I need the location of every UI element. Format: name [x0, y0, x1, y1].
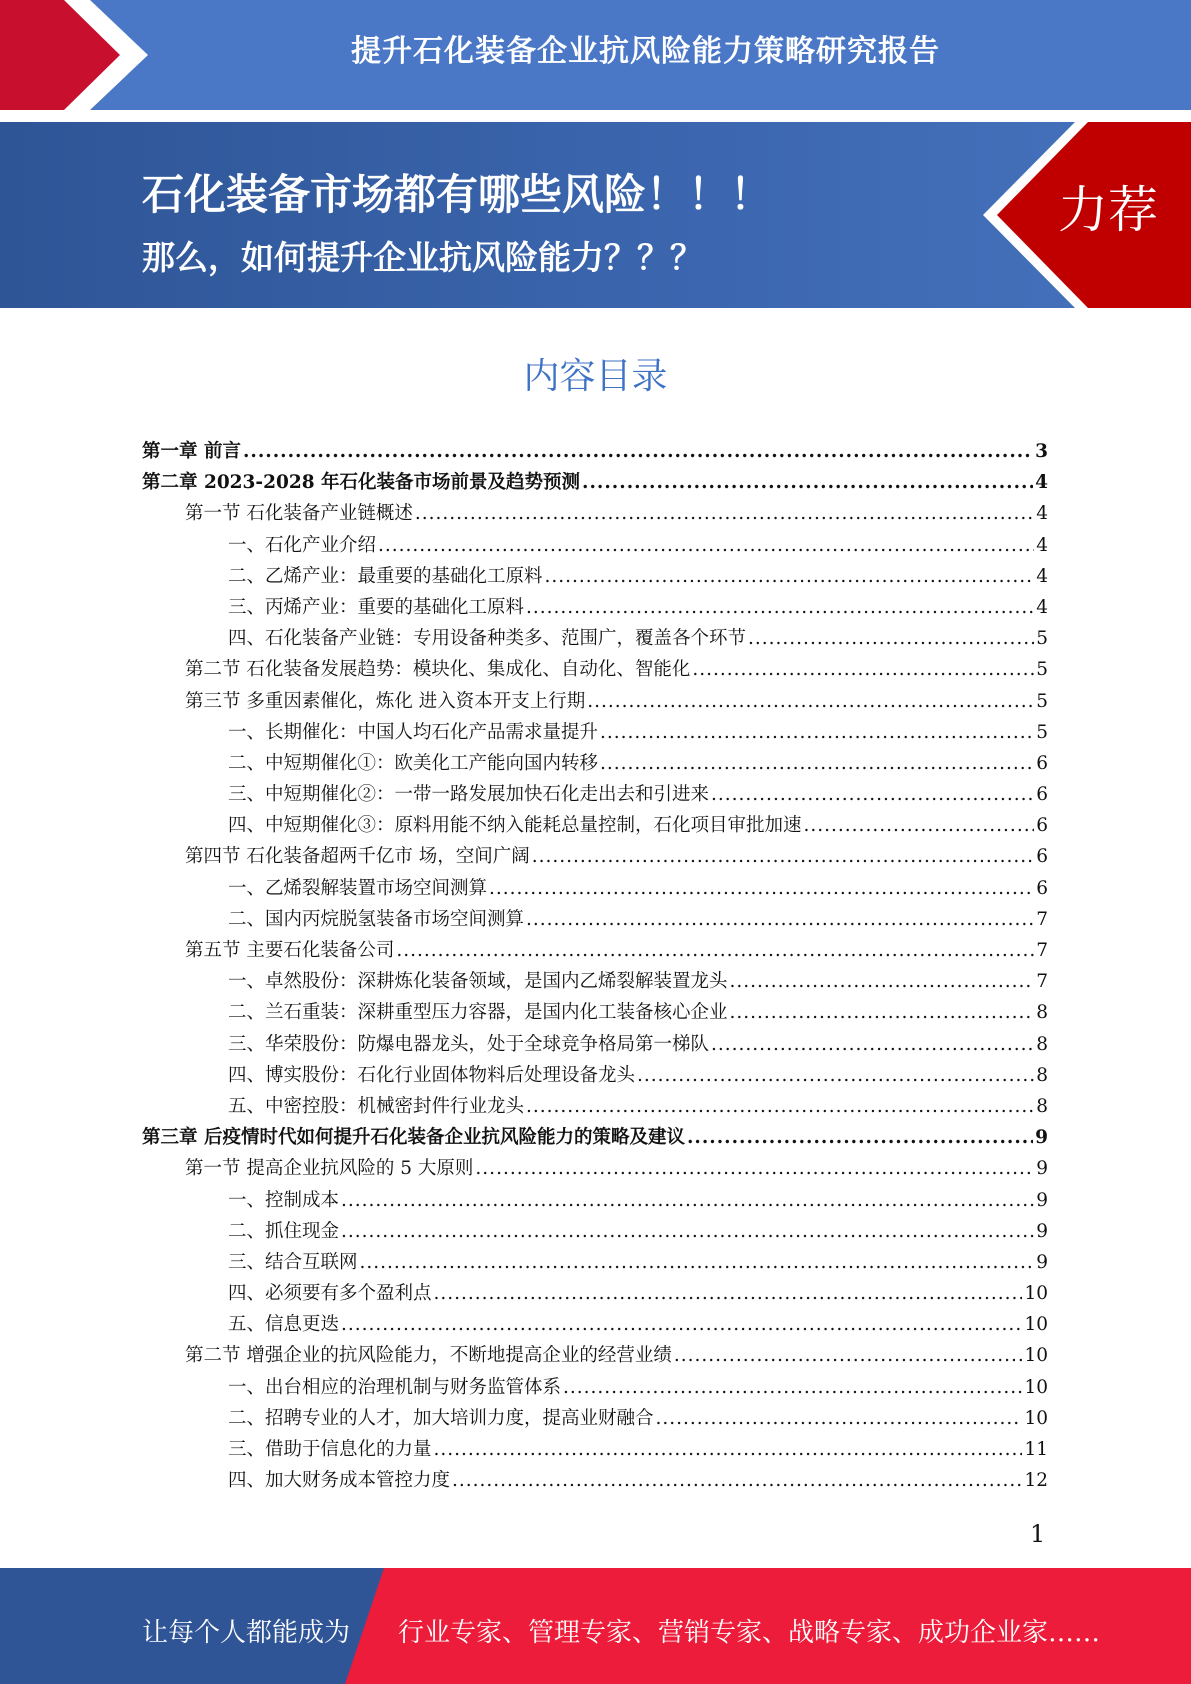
- toc-entry-page: 6: [1036, 752, 1048, 774]
- toc-entry-title: 第三节 多重因素催化，炼化 进入资本开支上行期: [185, 690, 586, 712]
- toc-entry-title: 第四节 石化装备超两千亿市 场，空间广阔: [185, 846, 530, 868]
- toc-entry[interactable]: [142, 1372, 1048, 1403]
- toc-entry[interactable]: [142, 1465, 1048, 1496]
- toc-entry[interactable]: [142, 1185, 1048, 1216]
- toc-entry[interactable]: [142, 498, 1048, 529]
- toc-entry-page: 4: [1036, 534, 1048, 556]
- toc-entry-title: 五、中密控股：机械密封件行业龙头: [228, 1095, 525, 1117]
- toc-leader-dots: [582, 467, 1033, 498]
- toc-entry-page: 12: [1024, 1470, 1048, 1492]
- toc-entry-page: 7: [1036, 908, 1048, 930]
- toc-leader-dots: [475, 1153, 1034, 1184]
- toc-entry-page: 4: [1036, 503, 1048, 525]
- toc-entry-title: 二、兰石重装：深耕重型压力容器，是国内化工装备核心企业: [228, 1002, 728, 1024]
- toc-entry-title: 一、乙烯裂解装置市场空间测算: [228, 877, 488, 899]
- toc-entry[interactable]: [142, 1091, 1048, 1122]
- footer-banner: [0, 1568, 1191, 1684]
- toc-entry-page: 7: [1036, 971, 1048, 993]
- toc-entry-title: 三、华荣股份：防爆电器龙头，处于全球竞争格局第一梯队: [228, 1033, 710, 1055]
- toc-entry-page: 8: [1036, 1002, 1048, 1024]
- toc-entry-page: 5: [1036, 690, 1048, 712]
- toc-leader-dots: [341, 1309, 1022, 1340]
- toc-entry-page: 6: [1036, 877, 1048, 899]
- toc-leader-dots: [804, 810, 1035, 841]
- toc-entry[interactable]: [142, 467, 1048, 498]
- toc-entry-page: 11: [1024, 1439, 1048, 1460]
- toc-entry[interactable]: [142, 717, 1048, 748]
- toc-entry-page: 6: [1036, 815, 1048, 837]
- toc-entry-page: 9: [1036, 1251, 1048, 1273]
- toc-leader-dots: [532, 841, 1034, 872]
- toc-entry[interactable]: [142, 997, 1048, 1028]
- toc-leader-dots: [600, 717, 1034, 748]
- toc-leader-dots: [730, 966, 1035, 997]
- toc-entry-page: 9: [1036, 1220, 1048, 1242]
- toc-leader-dots: [637, 1060, 1034, 1091]
- toc-entry[interactable]: [142, 1340, 1048, 1371]
- toc-entry[interactable]: [142, 1216, 1048, 1247]
- toc-leader-dots: [600, 748, 1034, 779]
- toc-entry-page: 8: [1036, 1095, 1048, 1117]
- toc-leader-dots: [434, 1278, 1023, 1309]
- toc-entry-page: 9: [1036, 1189, 1048, 1211]
- toc-entry-title: 第五节 主要石化装备公司: [185, 940, 395, 961]
- toc-entry-title: 第一节 提高企业抗风险的 5 大原则: [185, 1158, 474, 1180]
- toc-entry-title: 一、卓然股份：深耕炼化装备领域，是国内乙烯裂解装置龙头: [228, 971, 728, 993]
- toc-entry-title: 四、中短期催化③：原料用能不纳入能耗总量控制，石化项目审批加速: [228, 815, 802, 837]
- toc-entry[interactable]: [142, 810, 1048, 841]
- toc-entry-page: 5: [1036, 659, 1048, 681]
- toc-entry-page: 10: [1024, 1283, 1048, 1305]
- toc-entry[interactable]: [142, 592, 1048, 623]
- toc-entry[interactable]: [142, 904, 1048, 935]
- toc-leader-dots: [730, 997, 1035, 1028]
- recommend-badge-label: 力荐: [1058, 181, 1158, 239]
- toc-entry-page: 4: [1035, 472, 1048, 494]
- toc-entry-page: 10: [1024, 1314, 1048, 1336]
- toc-entry-page: 10: [1024, 1345, 1048, 1367]
- toc-entry[interactable]: [142, 1029, 1048, 1060]
- toc-entry[interactable]: [142, 1153, 1048, 1184]
- toc-leader-dots: [415, 498, 1034, 529]
- toc-entry[interactable]: [142, 935, 1048, 966]
- report-title: 提升石化装备企业抗风险能力策略研究报告: [351, 34, 940, 69]
- toc-leader-dots: [587, 686, 1034, 717]
- toc-entry-page: 9: [1036, 1158, 1048, 1180]
- toc-entry[interactable]: [142, 1060, 1048, 1091]
- footer-slogan-right: 行业专家、管理专家、营销专家、战略专家、成功企业家……: [398, 1618, 1101, 1648]
- hero-headline: 石化装备市场都有哪些风险！！！: [142, 170, 773, 219]
- toc-entry-title: 第二章 2023-2028 年石化装备市场前景及趋势预测: [142, 472, 581, 494]
- toc-leader-dots: [748, 623, 1034, 654]
- toc-entry-title: 三、借助于信息化的力量: [228, 1439, 432, 1460]
- toc-leader-dots: [489, 873, 1034, 904]
- toc-entry[interactable]: [142, 1122, 1048, 1153]
- toc-entry[interactable]: [142, 561, 1048, 592]
- toc-leader-dots: [711, 1029, 1034, 1060]
- toc-entry-title: 第一节 石化装备产业链概述: [185, 503, 413, 525]
- toc-entry-title: 一、出台相应的治理机制与财务监管体系: [228, 1376, 562, 1398]
- toc-entry-title: 五、信息更迭: [228, 1314, 340, 1336]
- toc-entry[interactable]: [142, 841, 1048, 872]
- toc-entry[interactable]: [142, 1403, 1048, 1434]
- hero-banner: [0, 122, 1191, 308]
- toc-entry-title: 第一章 前言: [142, 441, 241, 462]
- toc-entry-title: 二、乙烯产业：最重要的基础化工原料: [228, 565, 543, 587]
- toc-leader-dots: [526, 904, 1034, 935]
- toc-entry-title: 第二节 石化装备发展趋势：模块化、集成化、自动化、智能化: [185, 659, 691, 681]
- toc-leader-dots: [360, 1247, 1035, 1278]
- top-header-band: [0, 0, 1191, 110]
- toc-leader-dots: [396, 935, 1034, 966]
- footer-slogan-left: 让每个人都能成为: [142, 1618, 351, 1648]
- toc-leader-dots: [692, 654, 1034, 685]
- toc-entry-title: 四、必须要有多个盈利点: [228, 1283, 432, 1305]
- toc-entry[interactable]: [142, 623, 1048, 654]
- toc-leader-dots: [341, 1185, 1034, 1216]
- toc-entry-title: 一、长期催化：中国人均石化产品需求量提升: [228, 721, 599, 743]
- toc-leader-dots: [243, 436, 1033, 467]
- toc-entry[interactable]: [142, 654, 1048, 685]
- toc-leader-dots: [656, 1403, 1023, 1434]
- toc-entry-title: 四、加大财务成本管控力度: [228, 1470, 451, 1492]
- toc-entry-title: 第三章 后疫情时代如何提升石化装备企业抗风险能力的策略及建议: [142, 1127, 685, 1149]
- toc-entry[interactable]: [142, 1278, 1048, 1309]
- toc-entry-title: 第二节 增强企业的抗风险能力，不断地提高企业的经营业绩: [185, 1345, 672, 1367]
- toc-entry[interactable]: [142, 748, 1048, 779]
- toc-leader-dots: [378, 530, 1034, 561]
- toc-entry-page: 10: [1024, 1376, 1048, 1398]
- toc-leader-dots: [526, 1091, 1034, 1122]
- toc-leader-dots: [563, 1372, 1022, 1403]
- toc-entry-page: 5: [1036, 628, 1048, 650]
- toc-leader-dots: [711, 779, 1034, 810]
- toc-entry-title: 三、丙烯产业：重要的基础化工原料: [228, 596, 525, 618]
- toc-entry-page: 4: [1036, 596, 1048, 618]
- toc-leader-dots: [526, 592, 1034, 623]
- toc-entry-page: 10: [1024, 1407, 1048, 1429]
- toc-entry-title: 三、中短期催化②：一带一路发展加快石化走出去和引进来: [228, 784, 710, 806]
- toc-entry-title: 一、石化产业介绍: [228, 534, 377, 556]
- toc-entry[interactable]: [142, 530, 1048, 561]
- toc-leader-dots: [674, 1340, 1023, 1371]
- toc-entry[interactable]: [142, 966, 1048, 997]
- toc-leader-dots: [687, 1122, 1033, 1153]
- toc-entry-page: 3: [1035, 441, 1048, 462]
- toc-entry-page: 9: [1035, 1127, 1048, 1149]
- page-number: 1: [1030, 1520, 1046, 1548]
- toc-leader-dots: [545, 561, 1035, 592]
- toc-entry[interactable]: [142, 1434, 1048, 1465]
- hero-subheadline: 那么，如何提升企业抗风险能力？？？: [142, 238, 703, 277]
- toc-title: 内容目录: [523, 356, 668, 397]
- toc-entry-page: 6: [1036, 846, 1048, 868]
- toc-entry[interactable]: [142, 873, 1048, 904]
- toc-entry-page: 6: [1036, 784, 1048, 806]
- toc-entry-title: 二、抓住现金: [228, 1220, 340, 1242]
- toc-entry-title: 一、控制成本: [228, 1189, 340, 1211]
- toc-entry[interactable]: [142, 1309, 1048, 1340]
- toc-list: [142, 436, 1048, 1496]
- toc-entry-title: 二、国内丙烷脱氢装备市场空间测算: [228, 908, 525, 930]
- toc-entry[interactable]: [142, 779, 1048, 810]
- toc-entry-page: 8: [1036, 1064, 1048, 1086]
- toc-entry-title: 二、中短期催化①：欧美化工产能向国内转移: [228, 752, 599, 774]
- toc-leader-dots: [341, 1216, 1034, 1247]
- toc-entry[interactable]: [142, 1247, 1048, 1278]
- toc-entry-title: 四、博实股份：石化行业固体物料后处理设备龙头: [228, 1064, 636, 1086]
- toc-entry[interactable]: [142, 436, 1048, 467]
- toc-leader-dots: [452, 1465, 1022, 1496]
- toc-entry-title: 三、结合互联网: [228, 1251, 358, 1273]
- toc-entry-page: 8: [1036, 1033, 1048, 1055]
- toc-entry-page: 4: [1036, 565, 1048, 587]
- toc-entry-page: 5: [1036, 721, 1048, 743]
- toc-entry-title: 四、石化装备产业链：专用设备种类多、范围广，覆盖各个环节: [228, 628, 747, 650]
- toc-entry-page: 7: [1036, 940, 1048, 961]
- toc-entry[interactable]: [142, 686, 1048, 717]
- toc-entry-title: 二、招聘专业的人才，加大培训力度，提高业财融合: [228, 1407, 654, 1429]
- toc-leader-dots: [434, 1434, 1023, 1465]
